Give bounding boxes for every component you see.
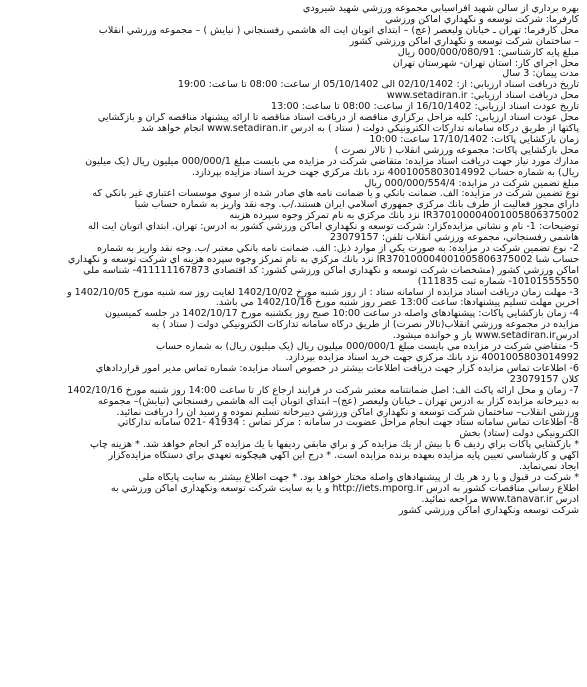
notice-line: 10101555550- شماره ثبت 111835)	[417, 276, 579, 287]
notice-line: 4- زمان بازگشايي پاكات: پيشنهادهاي واصله در ساعت 10:00 صبح روز يكشنبه مورخ 1402/10/17 در جلسه كميسيون	[105, 309, 579, 320]
notice-line: محل بازگشايي پاكات: مجموعه ورزشي انقلاب ( تالار نصرت )	[334, 145, 579, 156]
notice-line: محل كارفرما: تهران ـ خيابان وليعصر (عج) – ابتداي اتوبان آيت اله هاشمي رفسنجاني ( نيايش ) – مجموعه ورزشي انقلاب	[98, 25, 579, 36]
notice-line: آگهي و كارشناسي تعيين پايه مزايده بعهده برنده مزايده است. * درج اين آگهي هيچگونه تعهدي براي دستگاه مزايده‌گزار	[108, 451, 579, 462]
notice-line: 5- متقاضي شركت در مزايده مي بايست مبلغ 000/000/1 ميليون ريال (يک ميليون ريال) به شماره حساب	[155, 342, 579, 353]
notice-body	[10, 4, 579, 517]
notice-line: به دبيرخانه مزايده گزار به آدرس تهران ـ خيابان وليعصر (عج)– ابتداي اتوبان آيت اله هاشمي رفسنجاني (نيايش)– مجموعه	[97, 396, 579, 407]
notice-line: 6- اطلاعات تماس مزايده گزار جهت دريافت اطلاعات بيشتر در خصوص اسناد مزايده: شماره تماس مدير امور قراردادهاي	[95, 363, 579, 374]
notice-line: مزايده در مجموعه ورزشي انقلاب(تالار نصرت) از طريق درگاه سامانه تداركات الكترونيكي دولت ( ستاد ) به	[151, 320, 579, 331]
notice-line: * بازگشايي پاكات براي رديف 6 با بيش از يك مزايده گر و براي مابقي رديفها با يك مزايده گر انجام خواهد شد. * هزينه چاپ	[89, 440, 579, 451]
notice-line: پاكتها از طريق درگاه سامانه تداركات الكترونيكي دولت ( ستاد ) به آدرس www.setadiran.ir انجام خواهد شد	[140, 123, 579, 134]
notice-line: توضيحات: 1- نام و نشاني مزايده‌گزار: شركت توسعه و نگهداري اماكن ورزشي كشور به آدرس: تهران. ابتداي اتوبان آيت اله	[88, 222, 579, 233]
notice-line: داراي مجوز فعاليت از طرف بانك مركزي جمهوري اسلامي ايران هستند./ب. وجه نقد واريز به شماره حساب شبا	[134, 200, 579, 211]
notice-line: مبلغ تضمين شركت در مزايده: 000/000/554/4 ريال	[364, 178, 579, 189]
notice-line: – ساختمان شركت توسعه و نگهداري اماكن ورزشي كشور	[349, 36, 579, 47]
notice-line: شركت توسعه ونگهداري اماكن ورزشي كشور	[398, 505, 579, 516]
notice-line: محل عودت اسناد ارزيابي: كليه مراحل برگزاري مناقصه از دريافت اسناد مناقصه تا ارائه پيشنهاد مناقصه گران و بازگشايي	[97, 113, 579, 124]
notice-line: كارفرما: شركت توسعه و نگهداري اماكن ورزشي	[385, 14, 579, 25]
notice-line: 7- زمان و محل ارائه پاكت الف: اصل ضمانتنامه معتبر شركت در فرايند ارجاع كار تا ساعت 14:00 روز شنبه مورخ 1402/10/16	[67, 385, 579, 396]
notice-line: محل دريافت اسناد ارزيابي: www.setadiran.ir	[386, 91, 579, 102]
notice-line: IR370100004001005806375002 نزد بانك مركزي به نام تمركز وجوه سپرده هزينه	[229, 211, 579, 222]
notice-line: ايجاد نمي‌نمايد.	[519, 462, 579, 473]
notice-line: * شركت در قبول و يا رد هر يك از پيشنهادهاي واصله مختار خواهد بود. * جهت اطلاع بيشتر به سايت پايگاه ملي	[138, 472, 579, 483]
notice-line: آخرين مهلت تسليم پيشنهادها: ساعت 13:00 عصر روز شنبه مورخ 1402/10/16 مي باشد.	[215, 298, 579, 309]
notice-line: اماكن ورزشي كشور (مشخصات شركت توسعه و نگهداري اماكن ورزشي كشور: كد اقتصادي 411111167873- شناسه ملي	[83, 265, 579, 276]
notice-line: 4001005803014992 نزد بانك مركزي جهت خريد اسناد مزايده بپردازد.	[285, 353, 579, 363]
notice-line: آدرسwww.setadiran.ir باز و خوانده ميشود.	[392, 331, 579, 342]
notice-line: بهره برداري از سالن شهيد افراسيابي مجموعه ورزشي شهيد شيرودي	[302, 4, 579, 14]
notice-line: مدت پيمان: 3 سال	[502, 69, 579, 80]
notice-line: مبلغ پايه كارشناسي: 000/000/080/91 ريال	[397, 47, 579, 58]
notice-line: آدرس www.tanavar.ir مراجعه نمائيد.	[421, 494, 579, 505]
notice-line: تاريخ عودت اسناد ارزيابي: 16/10/1402 از ساعت: 08:00 تا ساعت: 13:00	[271, 102, 579, 113]
notice-line: 2- نوع تضمين شركت در مزايده: به صورت يكي از موارد ذيل: الف. ضمانت نامه بانكي معتبر /ب. وجه نقد واريز به شماره	[97, 243, 579, 254]
notice-line: ريال) به شماره حساب 4001005803014992 نزد بانك مركزي جهت خريد اسناد مزايده بپردازد.	[191, 167, 579, 178]
notice-line: 3- مهلت زمان دريافت اسناد مزايده از سامانه ستاد : از روز شنبه مورخ 1402/10/02 لغايت روز سه شنبه مورخ 1402/10/05 و	[66, 287, 579, 298]
notice-line: الكترونيكي دولت (ستاد) بخش	[459, 429, 579, 440]
notice-line: نوع تضمين شركت در مزايده: الف. ضمانت بانكي و يا ضمانت نامه هاي صادر شده از سوي موسسات اعتباري غير بانكي كه	[92, 189, 579, 200]
notice-line: كلان 23079157	[509, 374, 579, 385]
notice-line: 8- اطلاعات تماس سامانه ستاد جهت انجام مراحل عضويت در سامانه : مركز تماس : 41934 -021 سامانه تداركاتي	[117, 418, 579, 429]
notice-line: حساب شبا IR370100004001005806375002 نزد بانك مركزي به نام تمركز وجوه سپرده هزينه اي شركت توسعه و نگهداري	[67, 254, 579, 265]
notice-line: تاريخ دريافت اسناد ارزيابي: از: 02/10/1402 الی 05/10/1402 از ساعت: 08:00 تا ساعت: 19:00	[177, 80, 579, 91]
notice-line: محل اجراي كار: استان تهران- شهرستان تهران	[392, 58, 579, 69]
notice-line: هاشمي رفسنجاني، مجموعه ورزشي انقلاب تلفن: 23079157	[329, 233, 579, 244]
notice-line: اطلاع رساني مناقصات كشور به آدرس http://iets.mporg.ir و يا به سايت شركت توسعه ونگهداري اماكن ورزشي به	[110, 483, 579, 494]
notice-line: زمان بازگشايي پاكات: 17/10/1402 ساعت: 10:00	[369, 134, 579, 145]
notice-line: ورزشي انقلاب– ساختمان شركت توسعه و نگهداري اماكن ورزشي دبيرخانه تسليم نموده و رسيد آن را دريافت نمائيد.	[116, 407, 579, 418]
notice-line: مدارك مورد نياز جهت دريافت اسناد مزايده: متقاضي شركت در مزايده مي بايست مبلغ 000/000/1 ميليون ريال (يک ميليون	[85, 156, 579, 167]
